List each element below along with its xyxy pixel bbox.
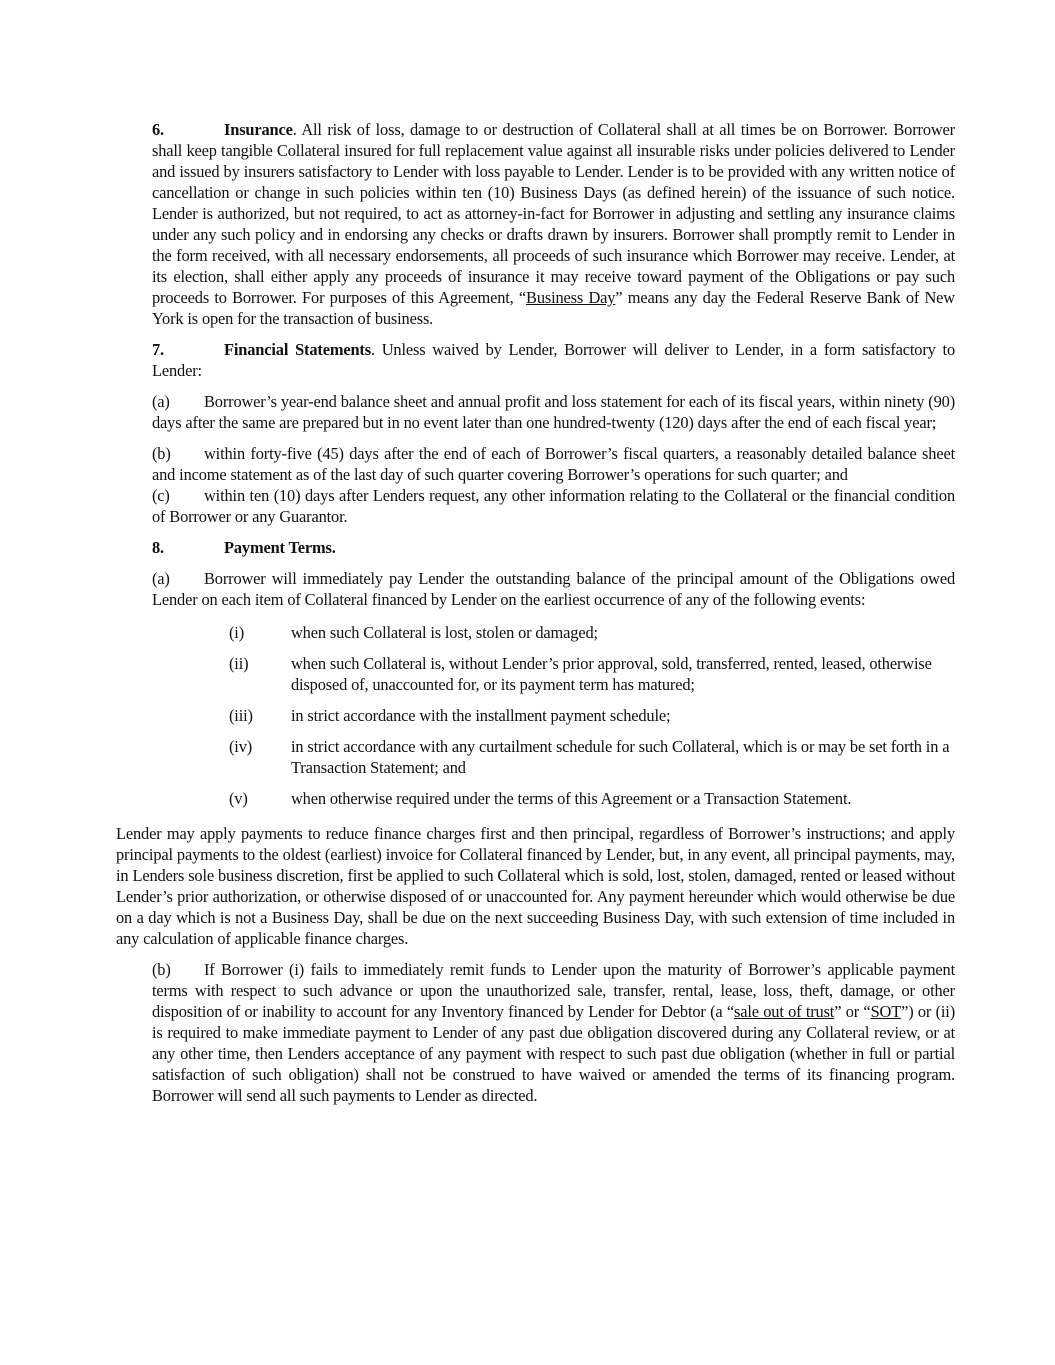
item-text: Borrower’s year-end balance sheet and annual profit and loss statement for each of its fiscal years, within ninety (90) days after the same are prepared but in no event later than one hundred-twenty (120) days after the end of each fiscal year; xyxy=(152,392,955,432)
section-8-item-a xyxy=(116,568,955,610)
section-intro: . Unless waived by Lender, Borrower will deliver to Lender, in a form satisfactory to Lender: xyxy=(152,340,955,380)
section-8-payment-terms-heading xyxy=(116,537,955,558)
section-6-insurance xyxy=(116,119,955,329)
section-7-item-a xyxy=(116,391,955,433)
item-text: within forty-five (45) days after the end of each of Borrower’s fiscal quarters, a reasonably detailed balance sheet and income statement as of the last day of such quarter covering Borrower’s operations for such quarter; and xyxy=(152,444,955,484)
item-label: (a) xyxy=(152,569,170,588)
section-title: Financial Statements xyxy=(224,340,371,359)
section-7-financial-statements xyxy=(116,339,955,381)
event-text: in strict accordance with any curtailment schedule for such Collateral, which is or may be set forth in a Transaction Statement; and xyxy=(291,737,950,777)
event-label: (iii) xyxy=(229,706,253,725)
item-label: (b) xyxy=(152,444,171,463)
section-title: Insurance xyxy=(224,120,293,139)
section-8-item-b xyxy=(116,959,955,1106)
section-7-item-b xyxy=(116,443,955,485)
event-label: (iv) xyxy=(229,737,253,756)
payment-event xyxy=(229,622,955,643)
item-text: within ten (10) days after Lenders request, any other information relating to the Collateral or the financial condition of Borrower or any Guarantor. xyxy=(152,486,955,526)
section-title: Payment Terms. xyxy=(224,538,336,557)
item-text: ”) or (ii) is required to make immediate payment to Lender of any past due obligation discovered during any Collateral review, or at any other time, then Lenders acceptance of any payment with respect to such past due obligation (whether in full or partial satisfaction of such obligation) shall not be construed to have waived or amended the terms of its financing program. Borrower will send all such payments to Lender as directed. xyxy=(152,1002,956,1105)
event-label: (i) xyxy=(229,623,245,642)
payment-event xyxy=(229,705,955,726)
payment-application-paragraph: Lender may apply payments to reduce finance charges first and then principal, regardless of Borrower’s instructions; and apply principal payments to the oldest (earliest) invoice for Collateral financed by Lender, but, in any event, all principal payments, may, in Lenders sole business discretion, first be applied to such Collateral which is sold, lost, stolen, damaged, rented or leased without Lender’s prior authorization, or otherwise disposed of or unaccounted for. Any payment hereunder which would otherwise be due on a day which is not a Business Day, shall be due on the next succeeding Business Day, with such extension of time included in any calculation of applicable finance charges. xyxy=(116,824,955,948)
item-text: If Borrower (i) fails to immediately remit funds to Lender upon the maturity of Borrower’s applicable payment terms with respect to such advance or upon the unauthorized sale, transfer, rental, lease, loss, theft, damage, or other disposition of or inability to account for any Inventory financed by Lender for Debtor (a “ xyxy=(152,960,955,1021)
document-page xyxy=(116,119,955,1106)
item-label: (b) xyxy=(152,960,171,979)
section-number: 7. xyxy=(152,340,164,359)
item-label: (c) xyxy=(152,486,170,505)
item-label: (a) xyxy=(152,392,170,411)
event-text: when such Collateral is lost, stolen or damaged; xyxy=(291,623,598,642)
section-body-end: ” means any day the Federal Reserve Bank of New York is open for the transaction of business. xyxy=(152,288,955,328)
section-number: 8. xyxy=(152,538,164,557)
payment-event xyxy=(229,788,955,809)
section-number: 6. xyxy=(152,120,164,139)
item-text: Borrower will immediately pay Lender the outstanding balance of the principal amount of the Obligations owed Lender on each item of Collateral financed by Lender on the earliest occurrence of any of the following events: xyxy=(152,569,955,609)
defined-term-business-day: Business Day xyxy=(526,288,616,307)
event-text: when such Collateral is, without Lender’s prior approval, sold, transferred, rented, leased, otherwise disposed of, unaccounted for, or its payment term has matured; xyxy=(291,654,932,694)
event-label: (v) xyxy=(229,789,248,808)
defined-term-sale-out-of-trust: sale out of trust xyxy=(734,1002,835,1021)
payment-events-list xyxy=(116,622,955,809)
section-body: . All risk of loss, damage to or destruction of Collateral shall at all times be on Borrower. Borrower shall keep tangible Collateral insured for full replacement value against all insurable risks under policies delivered to Lender and issued by insurers satisfactory to Lender with loss payable to Lender. Lender is to be provided with any written notice of cancellation or change in such policies within ten (10) Business Days (as defined herein) of the issuance of such notice. Lender is authorized, but not required, to act as attorney-in-fact for Borrower in adjusting and settling any insurance claims under any such policy and in endorsing any checks or drafts drawn by insurers. Borrower shall promptly remit to Lender in the form received, with all necessary endorsements, all proceeds of such insurance which Borrower may receive. Lender, at its election, shall either apply any proceeds of insurance it may receive toward payment of the Obligations or pay such proceeds to Borrower. For purposes of this Agreement, “ xyxy=(152,120,955,307)
defined-term-sot: SOT xyxy=(870,1002,902,1021)
payment-event xyxy=(229,736,955,778)
section-7-item-c xyxy=(116,485,955,527)
payment-event xyxy=(229,653,955,695)
event-text: in strict accordance with the installment payment schedule; xyxy=(291,706,671,725)
event-label: (ii) xyxy=(229,654,249,673)
event-text: when otherwise required under the terms of this Agreement or a Transaction Statement. xyxy=(291,789,852,808)
item-text: ” or “ xyxy=(834,1002,871,1021)
